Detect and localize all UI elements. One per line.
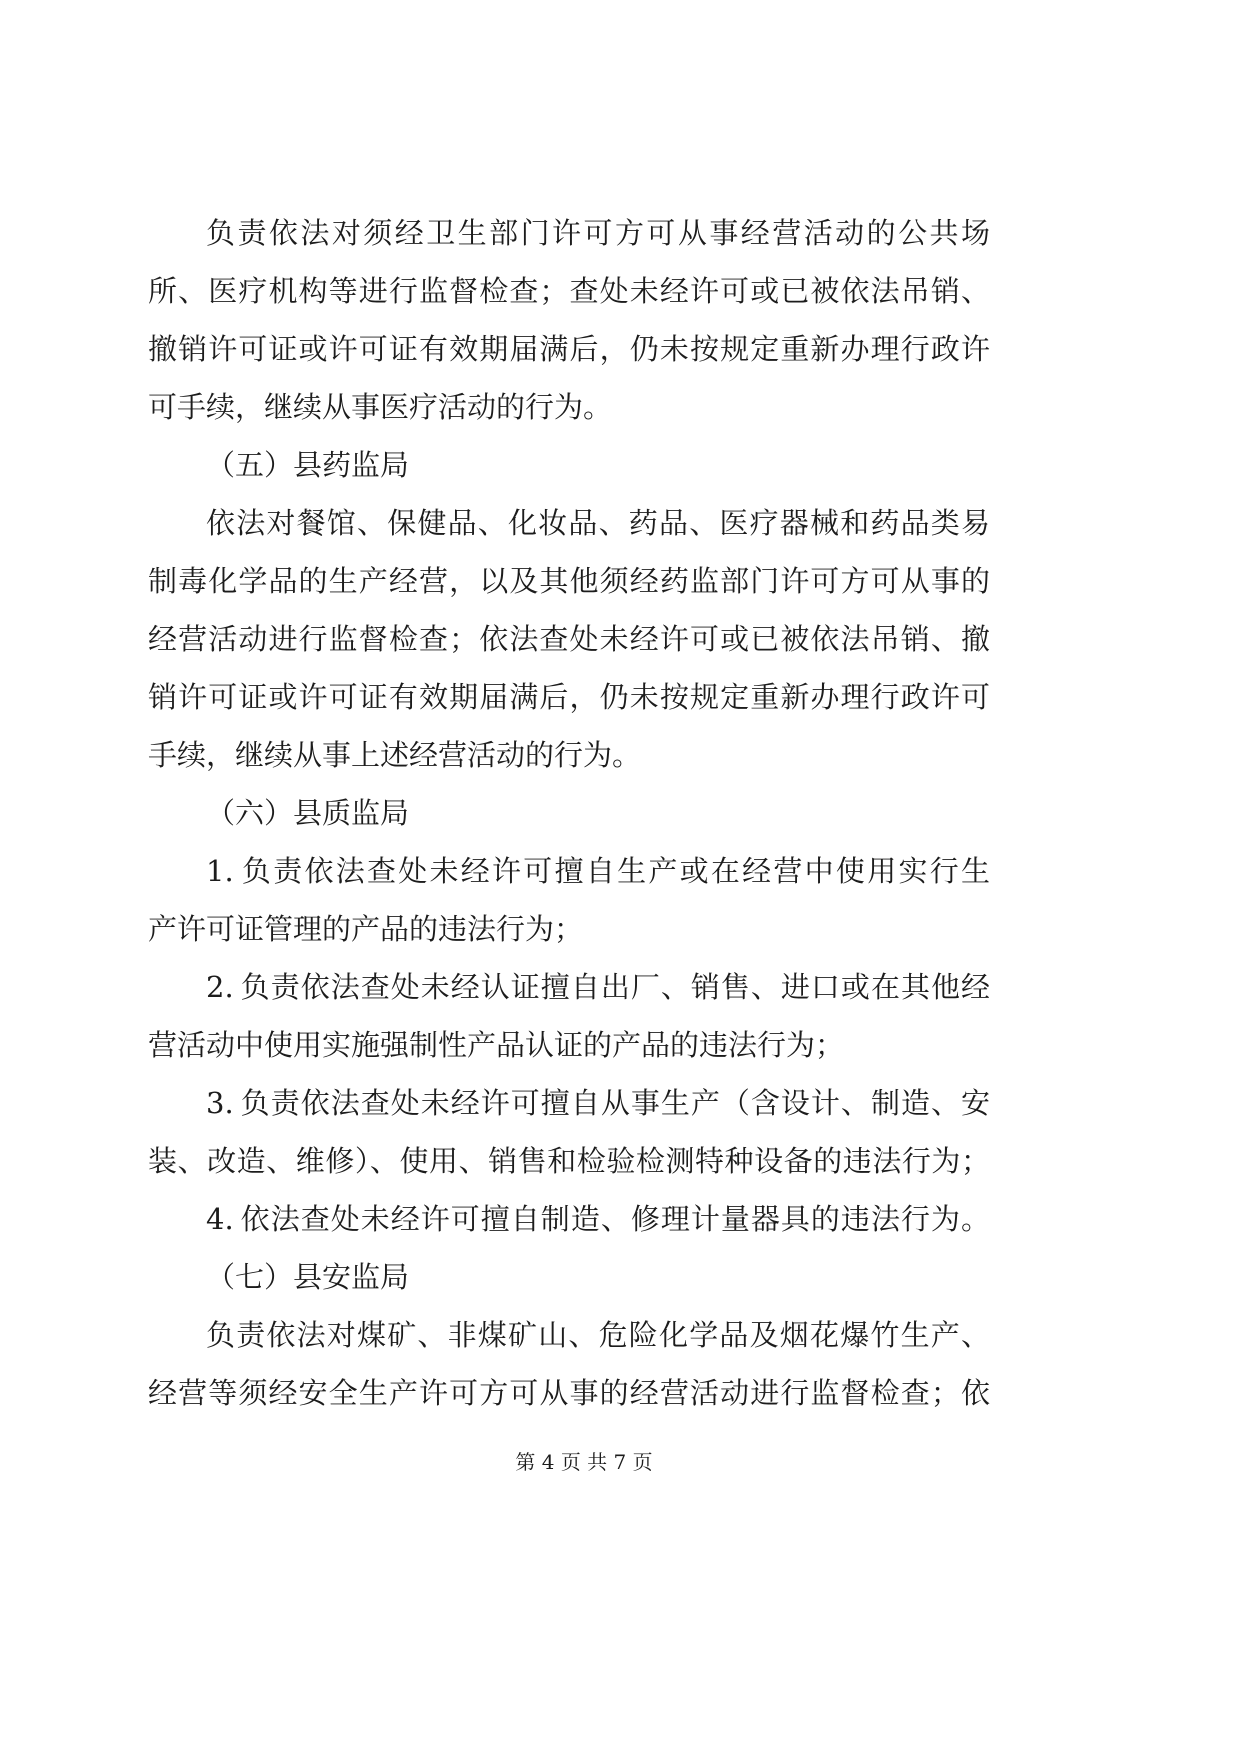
text-line: 负责依法对须经卫生部门许可方可从事经营活动的公共场 xyxy=(206,216,990,250)
text-line: 所、医疗机构等进行监督检查；查处未经许可或已被依法吊销、 xyxy=(148,274,990,308)
text-line: 产许可证管理的产品的违法行为； xyxy=(148,912,584,946)
section-heading-text: （六）县质监局 xyxy=(206,796,410,830)
text-line: 可手续，继续从事医疗活动的行为。 xyxy=(148,390,613,424)
text-line xyxy=(148,842,990,900)
page-number-label: 第 4 页 共 7 页 xyxy=(515,1450,653,1474)
item-text: 依法查处未经许可擅自制造、修理计量器具的违法行为。 xyxy=(239,1202,990,1236)
paragraph xyxy=(148,1306,990,1422)
item-number: 2. xyxy=(206,970,234,1004)
text-line: 经营等须经安全生产许可方可从事的经营活动进行监督检查；依 xyxy=(148,1376,990,1410)
item-number: 1. xyxy=(206,854,234,888)
text-line: 销许可证或许可证有效期届满后，仍未按规定重新办理行政许可 xyxy=(148,680,990,714)
item-text: 负责依法查处未经许可擅自从事生产（含设计、制造、安 xyxy=(239,1086,990,1120)
item-number: 4. xyxy=(206,1202,234,1236)
numbered-item xyxy=(148,842,990,958)
numbered-item xyxy=(148,1074,990,1190)
paragraph xyxy=(148,204,990,436)
item-number: 3. xyxy=(206,1086,234,1120)
text-line: 撤销许可证或许可证有效期届满后，仍未按规定重新办理行政许 xyxy=(148,332,990,366)
section-heading-text: （五）县药监局 xyxy=(206,448,410,482)
numbered-item xyxy=(148,958,990,1074)
text-line xyxy=(148,1190,990,1248)
numbered-item xyxy=(148,1190,990,1248)
text-line: 负责依法对煤矿、非煤矿山、危险化学品及烟花爆竹生产、 xyxy=(206,1318,990,1352)
item-text: 负责依法查处未经认证擅自出厂、销售、进口或在其他经 xyxy=(239,970,990,1004)
text-line xyxy=(148,958,990,1016)
text-line: 手续，继续从事上述经营活动的行为。 xyxy=(148,738,642,772)
item-text: 负责依法查处未经许可擅自生产或在经营中使用实行生 xyxy=(239,854,990,888)
text-line: 装、改造、维修）、使用、销售和检验检测特种设备的违法行为； xyxy=(148,1144,990,1178)
text-line: 制毒化学品的生产经营，以及其他须经药监部门许可方可从事的 xyxy=(148,564,990,598)
text-line xyxy=(148,1074,990,1132)
text-line: 经营活动进行监督检查；依法查处未经许可或已被依法吊销、撤 xyxy=(148,622,990,656)
section-heading xyxy=(148,784,990,842)
text-line: 营活动中使用实施强制性产品认证的产品的违法行为； xyxy=(148,1028,845,1062)
text-line: 依法对餐馆、保健品、化妆品、药品、医疗器械和药品类易 xyxy=(206,506,990,540)
section-heading xyxy=(148,436,990,494)
section-heading xyxy=(148,1248,990,1306)
page-footer xyxy=(148,1448,1020,1476)
section-heading-text: （七）县安监局 xyxy=(206,1260,410,1294)
page-body xyxy=(148,204,990,1422)
paragraph xyxy=(148,494,990,784)
